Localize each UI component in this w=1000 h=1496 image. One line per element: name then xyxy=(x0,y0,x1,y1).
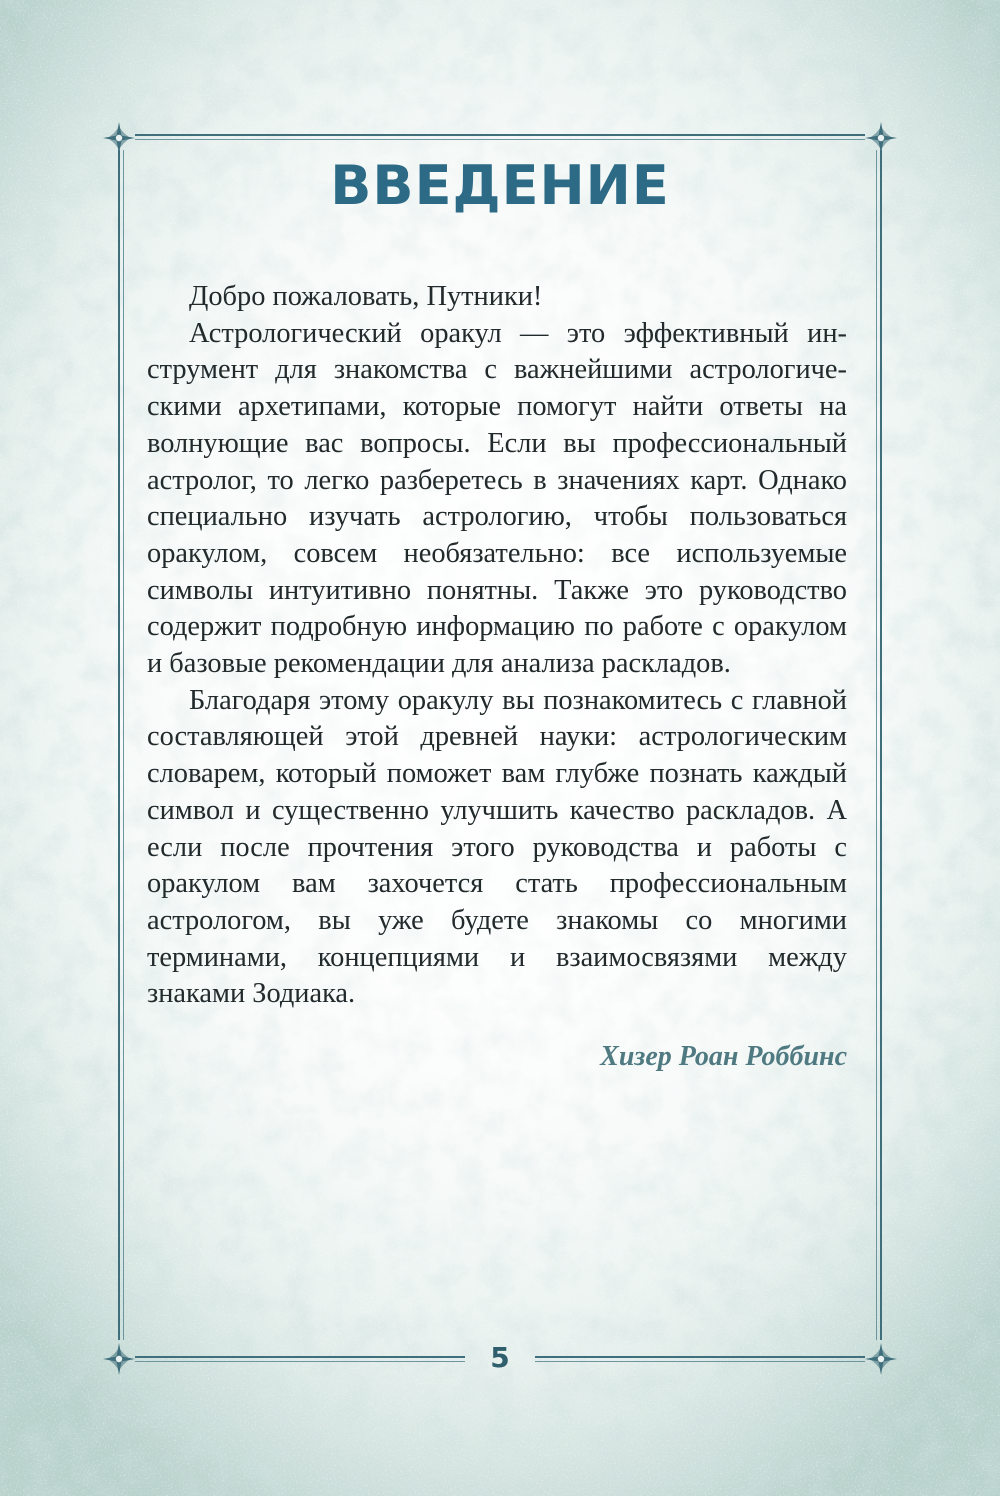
frame-left-line xyxy=(118,150,120,1340)
frame-left-inner-line xyxy=(123,150,124,1340)
star-ornament-icon xyxy=(864,121,898,155)
frame-bottom-right-line xyxy=(535,1356,865,1358)
page-title: ВВЕДЕНИЕ xyxy=(330,154,670,217)
frame-top-line xyxy=(135,134,865,136)
page-number: 5 xyxy=(490,1341,510,1374)
frame-bottom-left-inner-line xyxy=(135,1361,465,1362)
frame-bottom-left-line xyxy=(135,1356,465,1358)
paragraph-oracle-benefits: Благодаря этому оракулу вы познакомитесь с главной составляющей этой древней науки: астрологическим словарем, который поможет вам глубже познать каждый символ и существенно улучшить качество раскладов. А если после прочтения этого руководства и работы с оракулом вам захочется стать профессиональным астрологом, вы уже будете знакомы со многими терминами, концепциями и взаимосвязями между знаками Зодиака. xyxy=(147,684,847,1010)
paragraph-greeting: Добро пожаловать, Путники! xyxy=(189,281,543,312)
frame-top-inner-line xyxy=(135,139,865,140)
frame-bottom-right-inner-line xyxy=(535,1361,865,1362)
star-ornament-icon xyxy=(102,1342,136,1376)
body-text xyxy=(147,279,847,1013)
star-ornament-icon xyxy=(864,1342,898,1376)
author-signature: Хизер Роан Роббинс xyxy=(600,1041,847,1072)
frame-right-line xyxy=(880,150,882,1340)
star-ornament-icon xyxy=(102,121,136,155)
paragraph-oracle-intro: Астрологический оракул — это эффективный инструмент для знакомства с важнейшими астрологическими архетипами, которые помогут найти ответы на волнующие вас вопросы. Если вы профессиональный астролог, то легко разберетесь в значениях карт. Однако специально изучать астрологию, чтобы пользоваться оракулом, совсем необязательно: все используемые символы интуитивно понятны. Также это руководство содержит подробную информацию по работе с оракулом и базовые рекомендации для анализа раскладов. xyxy=(147,317,847,680)
frame-right-inner-line xyxy=(876,150,877,1340)
